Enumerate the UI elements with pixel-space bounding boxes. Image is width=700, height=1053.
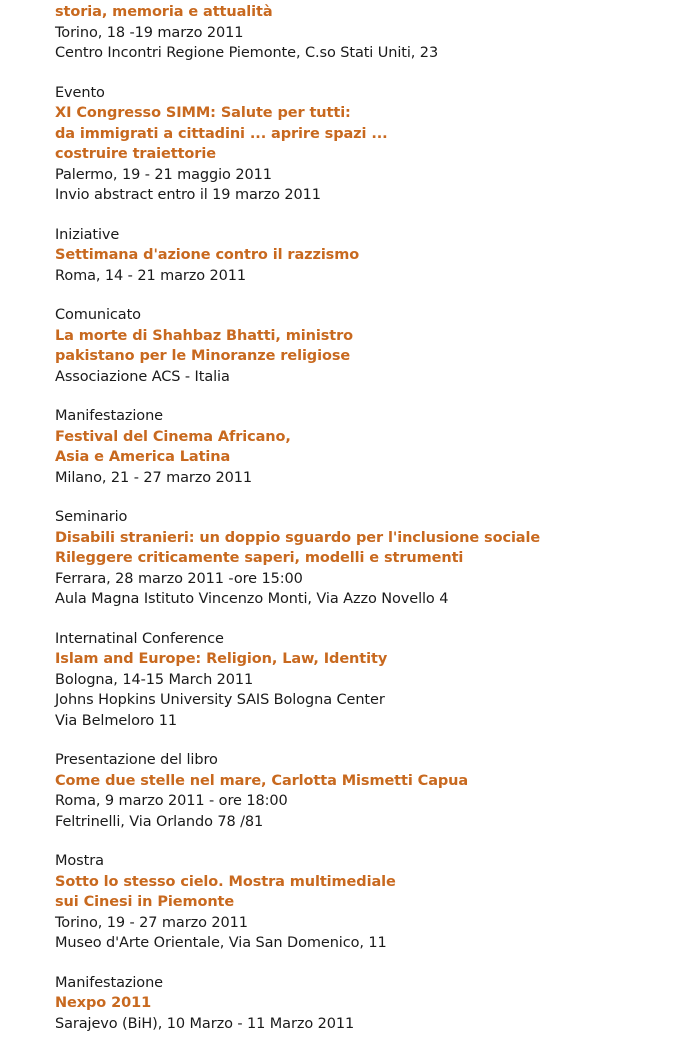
event-detail: Ferrara, 28 marzo 2011 -ore 15:00 xyxy=(55,570,303,587)
event-title-link[interactable]: Settimana d'azione contro il razzismo xyxy=(55,247,360,263)
event-title-link[interactable]: La morte di Shahbaz Bhatti, ministro xyxy=(55,327,354,344)
event-detail: Invio abstract entro il 19 marzo 2011 xyxy=(55,187,321,203)
event-category: Manifestazione xyxy=(55,408,163,424)
event-title-link[interactable]: sui Cinesi in Piemonte xyxy=(55,894,235,910)
event-title-link[interactable]: Nexpo 2011 xyxy=(55,995,152,1011)
event-item xyxy=(55,2,685,64)
event-item xyxy=(55,851,685,954)
event-detail: Milano, 21 - 27 marzo 2011 xyxy=(55,469,253,486)
event-title-link[interactable]: da immigrati a cittadini ... aprire spazi ... xyxy=(55,125,388,142)
event-title-link[interactable]: Rileggere criticamente saperi, modelli e strumenti xyxy=(55,550,464,566)
event-category: Iniziative xyxy=(55,226,120,243)
event-detail: Sarajevo (BiH), 10 Marzo - 11 Marzo 2011 xyxy=(55,1015,355,1032)
event-detail: Palermo, 19 - 21 maggio 2011 xyxy=(55,166,272,183)
event-category: Comunicato xyxy=(55,307,141,323)
event-title-link[interactable]: Festival del Cinema Africano, xyxy=(55,428,291,445)
event-title-link[interactable]: costruire traiettorie xyxy=(55,146,216,162)
event-title-link[interactable]: Islam and Europe: Religion, Law, Identity xyxy=(55,651,388,667)
event-detail: Associazione ACS - Italia xyxy=(55,368,230,385)
event-item xyxy=(55,406,685,488)
event-item xyxy=(55,225,685,287)
event-detail: Johns Hopkins University SAIS Bologna Center xyxy=(55,692,385,708)
event-title-link[interactable]: Asia e America Latina xyxy=(55,449,231,465)
event-category: Internatinal Conference xyxy=(55,630,224,647)
event-title-link[interactable]: storia, memoria e attualità xyxy=(55,4,273,20)
event-title-link[interactable]: pakistano per le Minoranze religiose xyxy=(55,348,351,364)
event-category: Evento xyxy=(55,84,105,101)
event-item xyxy=(55,750,685,832)
event-detail: Roma, 9 marzo 2011 - ore 18:00 xyxy=(55,793,288,809)
event-detail: Aula Magna Istituto Vincenzo Monti, Via Azzo Novello 4 xyxy=(55,591,449,607)
event-detail: Torino, 19 - 27 marzo 2011 xyxy=(55,914,248,931)
event-detail: Centro Incontri Regione Piemonte, C.so Stati Uniti, 23 xyxy=(55,45,439,61)
event-category: Presentazione del libro xyxy=(55,752,218,768)
event-detail: Via Belmeloro 11 xyxy=(55,712,177,729)
event-item xyxy=(55,507,685,610)
event-detail: Torino, 18 -19 marzo 2011 xyxy=(55,24,244,41)
event-detail: Roma, 14 - 21 marzo 2011 xyxy=(55,267,247,284)
event-detail: Museo d'Arte Orientale, Via San Domenico, 11 xyxy=(55,935,387,951)
event-item xyxy=(55,973,685,1035)
event-item xyxy=(55,305,685,387)
event-item xyxy=(55,629,685,732)
event-category: Mostra xyxy=(55,853,104,869)
event-category: Manifestazione xyxy=(55,974,163,991)
event-title-link[interactable]: XI Congresso SIMM: Salute per tutti: xyxy=(55,105,351,121)
event-title-link[interactable]: Come due stelle nel mare, Carlotta Mismetti Capua xyxy=(55,772,469,789)
event-detail: Feltrinelli, Via Orlando 78 /81 xyxy=(55,813,264,830)
event-detail: Bologna, 14-15 March 2011 xyxy=(55,671,254,688)
event-item xyxy=(55,83,685,206)
events-list xyxy=(55,2,685,1053)
event-title-link[interactable]: Disabili stranieri: un doppio sguardo per l'inclusione sociale xyxy=(55,529,541,546)
event-category: Seminario xyxy=(55,509,128,525)
event-title-link[interactable]: Sotto lo stesso cielo. Mostra multimediale xyxy=(55,873,396,890)
